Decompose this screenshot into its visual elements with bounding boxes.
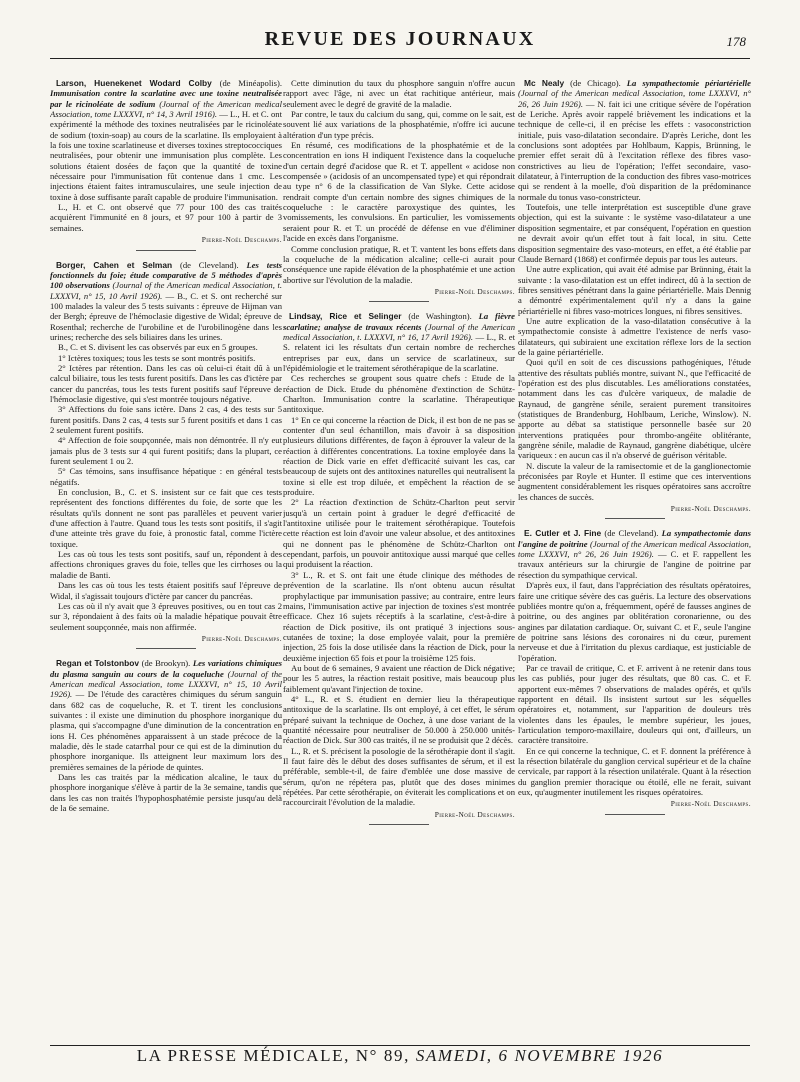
article-signature: Pierre-Noël Deschamps. bbox=[201, 235, 282, 245]
article-paragraph: Dans les cas où tous les tests étaient positifs sauf l'épreuve de Widal, il s'agissait toujours d'ictère par cancer du pancréas. bbox=[50, 580, 282, 601]
article-paragraph: Les cas où tous les tests sont positifs, sauf un, répondent à des affections chroniques graves du foie, telles que les cirrhoses ou la maladie de Banti. bbox=[50, 549, 282, 580]
article bbox=[283, 78, 515, 302]
article bbox=[50, 658, 282, 813]
article-paragraph: — B., C. et S. ont recherché sur 100 malades la valeur des 5 tests suivants : épreuve de Hijman van der Bergh; épreuve de l'hémoclasie digestive de Widal; épreuve de Rosenthal; recherche de l'urobiline et de l'urobilinogène dans les urines; recherche des sels biliaires dans les urines. bbox=[50, 290, 282, 342]
article-paragraph: Une autre explication, qui avait été admise par Brünning, était la suivante : la vaso-dilatation est un effet indirect, dû à la section de fibres sensitives pénétrant dans la gaine périartérielle. Mais Dennig a démontré expérimentalement qu'il n'y a dans la gaine périartérielle ni fibres vaso-motrices longues, ni fibres sensitives. bbox=[518, 264, 751, 316]
article-paragraph: Les cas où il n'y avait que 3 épreuves positives, ou en tout cas 2 sur 3, répondaient à des faits où la maladie hépatique pouvait être seulement soupçonnée, mais non affirmée. bbox=[50, 600, 282, 632]
article-location: (de Minéapolis). bbox=[219, 78, 282, 88]
article-source: (Journal of the American medical Association, tome LXXXVI, n° 26, 26 Juin 1926). bbox=[518, 538, 751, 560]
article bbox=[50, 260, 282, 650]
article-source: (Journal of the American medical Association, t. LXXXVI, n° 16, 17 Avril 1926). bbox=[283, 321, 515, 342]
article-paragraph: — L., H. et C. ont expérimenté la méthode des toxines neutralisées par le ricinoléate de sodium (toxin-soap) au cours de la scarlatine. Ils employaient à la fois une toxine scarlatineuse et diverses toxines streptococciques neutralisées, pour obtenir une immunisation plus complète. Les solutions étaient dosées de façon que la quantité de toxine nécessaire pour l'immunisation fût contenue dans 1 cmc. Les injections étaient faites intramusculaires, une seule injection de toxine à dose suffisante paraît capable de produire l'immunisation. bbox=[50, 109, 282, 202]
column-middle bbox=[283, 78, 515, 1040]
article-authors: E. Cutler et J. Fine bbox=[524, 528, 602, 539]
article-authors: Borger, Cahen et Selman bbox=[56, 259, 173, 270]
article-paragraph: Par contre, le taux du calcium du sang, qui, comme on le sait, est souvent lié aux variations de la phosphatémie, n'offre ici aucune altération d'un type précis. bbox=[283, 109, 515, 140]
article-signature: Pierre-Noël Deschamps. bbox=[434, 286, 515, 296]
article-heading bbox=[50, 78, 282, 202]
page-header bbox=[50, 28, 750, 59]
article-paragraph: 5° Cas témoins, sans insuffisance hépatique : en général tests négatifs. bbox=[50, 466, 282, 487]
article-paragraph: Ces recherches se groupent sous quatre chefs : Etude de la réaction de Dick. Etude du phénomène d'extinction de Schütz-Charlton. Immunisation contre la scarlatine. Thérapeutique antitoxique. bbox=[283, 373, 515, 415]
article-paragraph: L., R. et S. précisent la posologie de la sérothérapie dont il s'agit. Il faut faire dès le début des doses suffisantes de sérum, et il est préférable, semble-t-il, de faire d'emblée une dose massive de sérum, qu'on ne répétera pas, plutôt que des doses minimes répétées. Par cette sérothérapie, on éviterait les complications et on raccourcirait l'évolution de la maladie. bbox=[283, 745, 515, 808]
article-title: Les tests fonctionnels du foie; étude comparative de 5 méthodes d'après 100 observations bbox=[50, 259, 282, 291]
article-paragraph: Comme conclusion pratique, R. et T. vantent les bons effets dans la coqueluche de la médication alcaline; celle-ci aurait pour conséquence une rapide élévation de la phosphatémie et une action abortive sur l'évolution de la maladie. bbox=[283, 243, 515, 285]
article-paragraph: 3° Affections du foie sans ictère. Dans 2 cas, 4 des tests sur 5 furent positifs. Dans 2 cas, 4 tests sur 5 furent positifs et dans 1 cas 2 seulement furent positifs. bbox=[50, 404, 282, 435]
article-title: La fièvre scarlatine; analyse de travaux récents bbox=[283, 311, 515, 332]
article-paragraph: — N. fait ici une critique sévère de l'opération de Leriche. Après avoir rappelé brièvement les indications et la technique de celle-ci, il en précise les effets : vasoconstriction initiale, puis vaso-dilatation secondaire. D'après Leriche, dont les conclusions sont adoptées par Hohlbaum, Kappis, Brünning, le premier effet serait dû à l'excitation réflexe des fibres vaso-constrictives au lieu de l'opération; l'effet secondaire, vaso-dilatateur, à l'interruption de la conduction des fibres vaso-motrices qui se rendent à la moelle, d'où disparition de la prédominance normale du tonus vaso-constricteur. bbox=[518, 98, 751, 202]
article-separator bbox=[136, 648, 196, 649]
article-source: (Journal of the American medical Association, tome LXXXVI, n° 26, 26 Juin 1926). bbox=[518, 88, 751, 109]
column-right bbox=[518, 78, 751, 1040]
article-signature: Pierre-Noël Deschamps. bbox=[201, 633, 282, 643]
article-paragraph: Toutefois, une telle interprétation est susceptible d'une grave objection, qui est la suivante : le système vaso-dilatateur a une disposition segmentaire, et par conséquent, l'opération en question ne devrait avoir qu'un effet tout à fait local, in situ. Cette disposition segmentaire des vaso-moteurs, en effet, a été établie par Claude Bernard (1868) et confirmée depuis par tous les auteurs. bbox=[518, 202, 751, 264]
article-paragraph: B., C. et S. divisent les cas observés par eux en 5 groupes. bbox=[58, 342, 258, 353]
article-heading bbox=[518, 528, 751, 580]
article-paragraph: 2° La réaction d'extinction de Schütz-Charlton peut servir jusqu'à un certain point à graduer le degré d'efficacité de l'antitoxine utilisée pour le traitement sérothérapique. Toutefois cette réaction est loin d'avoir une valeur absolue, et des antitoxines qui ne donnent pas le phénomène de Schütz-Charlton ont cependant, parfois, un pouvoir antitoxique aussi marqué que celles qui produisent la réaction. bbox=[283, 497, 515, 570]
article bbox=[50, 78, 282, 251]
article bbox=[518, 78, 751, 519]
article-paragraph: Quoi qu'il en soit de ces discussions pathogéniques, l'étude attentive des résultats publiés montre, suivant N., que l'efficacité de l'opération est des plus discutables. Les améliorations constatées, notamment dans les cas d'ulcère variqueux, de maladie de Raynaud, de gangrène sénile, seraient purement transitoires (statistiques de Brandenburg, Hohlbaum, Leriche, Winslow). N. apporte au débat sa statistique personnelle basée sur 20 interventions pratiquées pour thrombo-angéite oblitérante, gangrène sénile, maladie de Raynaud, gangrène diabétique, ulcère variqueux : en aucun cas il n'a observé de guérison véritable. bbox=[518, 357, 751, 461]
article-title: La sympathectomie périartérielle bbox=[626, 78, 751, 88]
article-separator bbox=[605, 518, 665, 519]
article-signature: Pierre-Noël Deschamps. bbox=[670, 504, 751, 514]
article-paragraph: Au bout de 6 semaines, 9 avaient une réaction de Dick négative; pour les 5 autres, la réaction restait positive, mais beaucoup plus faiblement qu'avant l'injection de toxine. bbox=[283, 662, 515, 694]
footer-date: SAMEDI, 6 NOVEMBRE 1926 bbox=[415, 1046, 664, 1065]
article-heading bbox=[50, 658, 282, 772]
article-separator bbox=[369, 824, 429, 825]
article-heading bbox=[283, 311, 515, 373]
article-paragraph: — L., R. et S. relatent ici les résultats d'un certain nombre de recherches entreprises par eux, dans un service de scarlatineux, sur l'épidémiologie et le traitement sérothérapique de la scarlatine. bbox=[283, 331, 515, 373]
article-location: (de Washington). bbox=[408, 311, 472, 322]
article-location: (de Cleveland). bbox=[604, 528, 659, 539]
article-authors: Larson, Huenekenet Wodard Colby bbox=[56, 78, 212, 88]
column-left bbox=[50, 78, 282, 1040]
article-paragraph: — De l'étude des caractères chimiques du sérum sanguin dans 682 cas de coqueluche, R. et T. tirent les conclusions suivantes : il existe une diminution du phosphore inorganique du plasma, qui s'accompagne d'une diminution de la concentration en ions H. Ces phénomènes apparaissent à un stade précoce de la maladie, dès le stade catarrhal pour ce qui est de la diminution du phosphore inorganique. Ils atteignent leur maximum lors des premières semaines de la période de quintes. bbox=[50, 689, 282, 772]
article-separator bbox=[605, 814, 665, 815]
article-paragraph: En ce qui concerne la technique, C. et F. donnent la préférence à la résection bilatérale du ganglion cervical supérieur et de la chaîne cervicale, par rapport à la résection unilatérale. Quant à la résection du ganglion premier thoracique ou étoilé, elle ne ferait, suivant eux, qu'augmenter inutilement les risques opératoires. bbox=[518, 745, 751, 798]
article-paragraph: — C. et F. rappellent les travaux antérieurs sur la chirurgie de l'angine de poitrine par résection du sympathique cervical. bbox=[518, 549, 751, 580]
article-paragraph: Cette diminution du taux du phosphore sanguin n'offre aucun rapport avec l'âge, ni avec un état rachitique antérieur, mais seulement avec le degré de gravité de la maladie. bbox=[283, 78, 515, 109]
article-paragraph: D'après eux, il faut, dans l'appréciation des résultats opératoires, faire une critique sévère des cas guéris. La lecture des observations publiées montre qu'on a, fréquemment, opéré de fausses angines de poitrine, ou des angines par oblitération coronarienne, ou des angines par dilatation cardiaque. Or, suivant C. et F., seule l'angine de poitrine sans lésions des coronaires ni du cœur, purement nerveuse et due à l'irritation du plexus cardiaque, est justiciable de l'opération. bbox=[518, 580, 751, 663]
page-number: 178 bbox=[726, 34, 746, 49]
article-paragraph: Par ce travail de critique, C. et F. arrivent à ne retenir dans tous les cas publiés, pour juger des résultats, que 80 cas. C. et F. apportent eux-mêmes 7 observations de malades opérés, et qu'ils rapportent en détail. Ils insistent surtout sur les séquelles opératoires et, notamment, sur l'apparition de douleurs très violentes dans les épaules, le membre supérieur, les joues, l'articulation temporo-maxillaire, douleurs qui ont, d'ailleurs, un caractère transitoire. bbox=[518, 662, 751, 746]
article-source: (Journal of the American medical Association, tome LXXXVI, n° 14, 3 Avril 1916). bbox=[50, 98, 282, 120]
article-paragraph: 1° En ce qui concerne la réaction de Dick, il est bon de ne pas se contenter d'un seul échantillon, mais d'avoir à sa disposition plusieurs dilutions différentes, de façon à éprouver la valeur de la réaction à différentes concentrations. La toxine employée dans la réaction de Dick varie en effet d'efficacité suivant les cas, car beaucoup de sujets ont des antitoxines naturelles qui neutralisent la toxine si elle est trop diluée, et empêchent la réaction de se produire. bbox=[283, 414, 515, 498]
article-authors: Mc Nealy bbox=[524, 78, 565, 88]
article-paragraph: N. discute la valeur de la ramisectomie et de la ganglionectomie préconisées par Royle et Hunter. Il estime que ces interventions augmentent considérablement les risques opératoires sans accroître les chances de succès. bbox=[518, 460, 751, 502]
article-paragraph: 1° Ictères toxiques; tous les tests se sont montrés positifs. bbox=[58, 352, 256, 363]
article-source: (Journal of the American medical Association, t. LXXXVI, n° 15, 10 Avril 1926). bbox=[50, 280, 282, 301]
article-signature: Pierre-Noël Deschamps. bbox=[434, 809, 515, 819]
article-title: Immunisation contre la scarlatine avec une toxine neutralisée par le ricinoléate de sodium bbox=[50, 88, 282, 109]
article-authors: Lindsay, Rice et Selinger bbox=[289, 311, 402, 322]
article-paragraph: 3° L., R. et S. ont fait une étude clinique des méthodes de prévention de la scarlatine. Ils n'ont obtenu aucun résultat prophylactique par immunisation passive; au contraire, entre leurs mains, l'immunisation active par injection de toxines s'est montrée efficace. Chez 16 sujets réceptifs à la scarlatine, c'est-à-dire à réaction de Dick positive, ils ont pratiqué 3 injections sous-cutanées de toxine; la dose employée valait, pour la première injection, 25 fois la dose utilisée dans la réaction de Dick, pour la deuxième injection 65 fois et pour la troisième 125 fois. bbox=[283, 569, 515, 663]
footer-issue: N° 89, bbox=[355, 1046, 410, 1065]
article-paragraph: Dans les cas traités par la médication alcaline, le taux du phosphore inorganique s'élève à partir de la 3e semaine, tandis que dans les cas non traités l'hypophosphatémie persiste jusqu'au delà de la 6e semaine. bbox=[50, 772, 282, 814]
footer-journal: LA PRESSE MÉDICALE, bbox=[136, 1046, 350, 1065]
article-paragraph: L., H. et C. ont observé que 77 pour 100 des cas traités acquièrent l'immunité en 8 jours, et 97 pour 100 à partir de 3 semaines. bbox=[50, 202, 282, 233]
article-separator bbox=[369, 301, 429, 302]
page-footer bbox=[50, 1045, 750, 1070]
article-location: (de Chicago). bbox=[570, 78, 621, 88]
article-signature: Pierre-Noël Deschamps. bbox=[670, 799, 751, 809]
article-paragraph: Une autre explication de la vaso-dilatation consécutive à la sympathectomie consiste à admettre l'existence de nerfs vaso-dilatateurs, qui subiraient une excitation réflexe lors de la section de la gaine périartérielle. bbox=[518, 315, 751, 357]
article-authors: Regan et Tolstonbov bbox=[56, 658, 140, 669]
article bbox=[518, 528, 751, 814]
article-paragraph: 4° Affection de foie soupçonnée, mais non démontrée. Il n'y eut jamais plus de 3 tests sur 4 qui furent positifs; dans la plupart, ce furent seulement 1 ou 2. bbox=[50, 435, 282, 467]
article-title: Les variations chimiques du plasma sanguin au cours de la coqueluche bbox=[50, 658, 282, 679]
article-location: (de Cleveland). bbox=[179, 259, 239, 270]
article bbox=[283, 311, 515, 825]
article-paragraph: 4° L., R. et S. étudient en dernier lieu la thérapeutique antitoxique de la scarlatine. Ils ont employé, à cet effet, le sérum préparé suivant la technique de Oochez, à une dose variant de la quantité nécessaire pour neutraliser de 50.000 à 250.000 unités-réaction de Dick. Sur 300 cas traités, il ne se produisit que 2 décès. bbox=[283, 693, 515, 746]
article-location: (de Brookyn). bbox=[141, 658, 191, 669]
article-title: La sympathectomie dans l'angine de poitrine bbox=[518, 528, 751, 549]
journal-section-title: REVUE DES JOURNAUX bbox=[264, 28, 536, 50]
article-paragraph: En conclusion, B., C. et S. insistent sur ce fait que ces tests représentent des fonctions différentes du foie, de sorte que les résultats qu'ils donnent ne sont pas parallèles et peuvent varier d'une affection à l'autre. Quand tous les tests sont positifs, il s'agit d'une atteinte très grave du foie, à pronostic fatal, comme l'ictère toxique. bbox=[50, 487, 282, 549]
article-heading bbox=[50, 260, 282, 343]
article-source: (Journal of the American medical Association, tome LXXXVI, n° 15, 10 Avril 1926). bbox=[50, 668, 282, 700]
article-paragraph: En résumé, ces modifications de la phosphatémie et de la concentration en ions H indiquent l'existence dans la coqueluche d'un certain degré d'acidose que R. et T. appellent « acidose non compensée » (acidosis of an uncompensated type) et qui répondrait au type n° 6 de la classification de Van Slyke. Cette acidose rendrait compte d'un certain nombre des signes chimiques de la coqueluche : le caractère paroxystique des quintes, les vomissements, les convulsions. En particulier, les vomissements seraient pour R. et T. un procédé de défense en vue d'éliminer l'acide en excès dans l'organisme. bbox=[283, 140, 515, 244]
article-separator bbox=[136, 250, 196, 251]
article-paragraph: 2° Ictères par rétention. Dans les cas où celui-ci était dû à un calcul biliaire, tous les tests furent positifs. Dans les cas d'ictère par cancer du pancréas, tous les tests furent positifs sauf l'épreuve de l'hémoclasie digestive, qui s'est montrée toujours négative. bbox=[50, 362, 282, 404]
article-heading bbox=[518, 78, 751, 202]
